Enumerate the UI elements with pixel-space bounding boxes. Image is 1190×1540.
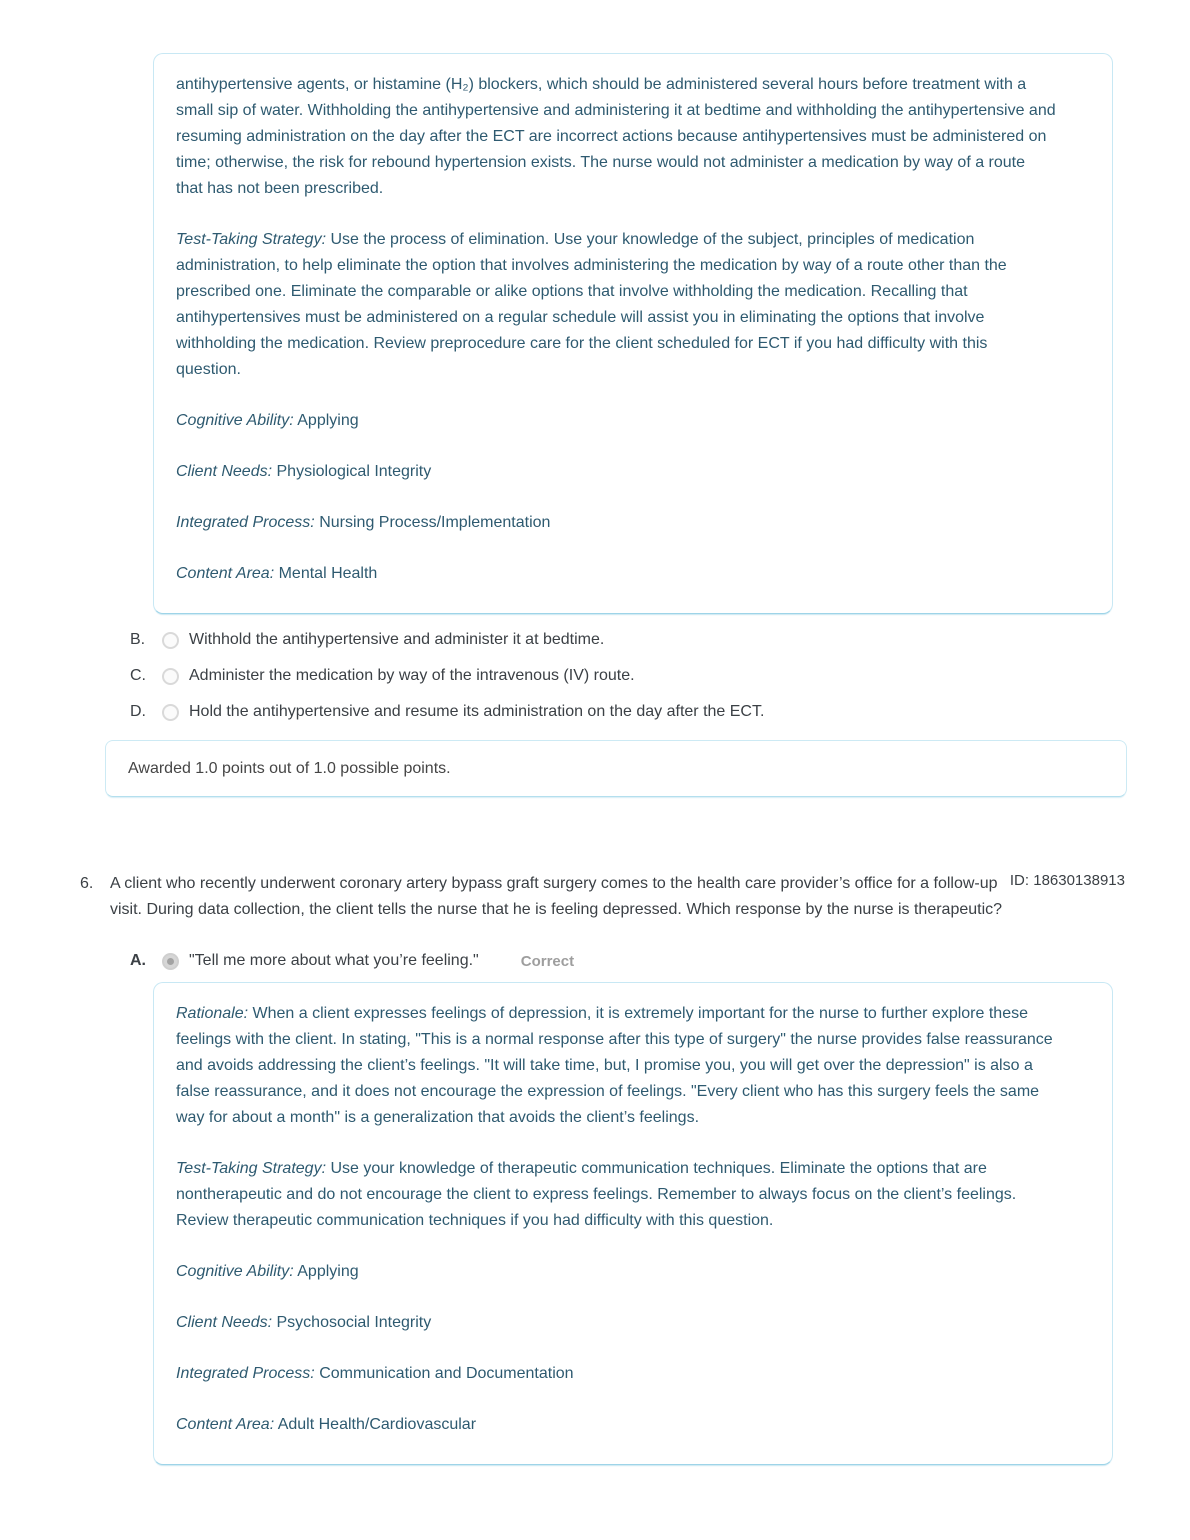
client-needs-line bbox=[176, 1310, 1056, 1336]
paragraph-text: When a client expresses feelings of depression, it is extremely important for the nurse to further explore these feelings with the client. In stating, "This is a normal response after this type of surgery" the nurse provides false reassurance and avoids addressing the client’s feelings. "It will take time, but, I promise you, you will get over the depression" is also a false reassurance, and it does not encourage the expression of feelings. "Every client who has this surgery feels the same way for about a month" is a generalization that avoids the client’s feelings. bbox=[176, 1005, 1053, 1126]
option-text: Withhold the antihypertensive and administer it at bedtime. bbox=[189, 631, 605, 648]
rationale-paragraph bbox=[176, 1001, 1056, 1131]
meta-value: Nursing Process/Implementation bbox=[319, 514, 551, 531]
rationale-box-question-6 bbox=[153, 982, 1113, 1465]
meta-label: Client Needs: bbox=[176, 1314, 273, 1331]
option-row-b bbox=[130, 628, 1190, 652]
meta-value: Applying bbox=[297, 412, 359, 429]
awarded-points-box bbox=[105, 740, 1127, 797]
radio-button-icon[interactable] bbox=[162, 668, 179, 685]
content-area-line bbox=[176, 561, 1056, 587]
meta-label: Cognitive Ability: bbox=[176, 412, 294, 429]
radio-button-icon[interactable] bbox=[162, 704, 179, 721]
cognitive-ability-line bbox=[176, 1259, 1056, 1285]
question-6-answer-area bbox=[0, 949, 1190, 1465]
top-spacer bbox=[0, 0, 1190, 53]
paragraph-label: Test-Taking Strategy: bbox=[176, 231, 327, 248]
correct-badge: Correct bbox=[520, 952, 575, 970]
paragraph-text: Use your knowledge of therapeutic communication techniques. Eliminate the options that are nontherapeutic and do not encourage the client to express feelings. Remember to always focus on the client’s feelings. Review therapeutic communication techniques if you had difficulty with this question. bbox=[176, 1160, 1017, 1229]
rationale-box-prev-question bbox=[153, 53, 1113, 614]
option-row-c bbox=[130, 664, 1190, 688]
awarded-points-text: Awarded 1.0 points out of 1.0 possible points. bbox=[128, 760, 451, 777]
question-id: ID: 18630138913 bbox=[1009, 872, 1125, 889]
option-letter: B. bbox=[130, 631, 146, 648]
test-taking-strategy-paragraph bbox=[176, 1156, 1056, 1234]
radio-button-icon[interactable] bbox=[162, 632, 179, 649]
client-needs-line bbox=[176, 459, 1056, 485]
meta-label: Integrated Process: bbox=[176, 1365, 315, 1382]
option-row-d bbox=[130, 700, 1190, 724]
option-text: Administer the medication by way of the intravenous (IV) route. bbox=[189, 667, 635, 684]
integrated-process-line bbox=[176, 1361, 1056, 1387]
paragraph-text: antihypertensive agents, or histamine (H₂) blockers, which should be administered several hours before treatment with a small sip of water. Withholding the antihypertensive and administering it at bedtime and withholding the antihypertensive and resuming administration on the day after the ECT are incorrect actions because antihypertensives must be administered on time; otherwise, the risk for rebound hypertension exists. The nurse would not administer a medication by way of a route that has not been prescribed. bbox=[176, 76, 1056, 197]
content-area-line bbox=[176, 1412, 1056, 1438]
question-number: 6. bbox=[80, 875, 94, 892]
paragraph-label: Test-Taking Strategy: bbox=[176, 1160, 327, 1177]
meta-label: Content Area: bbox=[176, 565, 275, 582]
meta-value: Mental Health bbox=[278, 565, 378, 582]
option-letter: C. bbox=[130, 667, 146, 684]
radio-button-icon[interactable] bbox=[162, 953, 179, 970]
option-row-a bbox=[130, 949, 1190, 973]
meta-value: Psychosocial Integrity bbox=[276, 1314, 432, 1331]
option-letter: D. bbox=[130, 703, 146, 720]
answer-options-list bbox=[130, 628, 1190, 724]
question-6 bbox=[80, 871, 1125, 923]
meta-label: Content Area: bbox=[176, 1416, 275, 1433]
integrated-process-line bbox=[176, 510, 1056, 536]
question-text: A client who recently underwent coronary artery bypass graft surgery comes to the health care provider’s office for a follow-up visit. During data collection, the client tells the nurse that he is feeling depressed. Which response by the nurse is therapeutic? bbox=[110, 875, 1003, 918]
meta-value: Adult Health/Cardiovascular bbox=[277, 1416, 477, 1433]
meta-label: Client Needs: bbox=[176, 463, 273, 480]
option-text: "Tell me more about what you’re feeling." bbox=[189, 952, 479, 969]
option-text: Hold the antihypertensive and resume its administration on the day after the ECT. bbox=[189, 703, 765, 720]
meta-value: Communication and Documentation bbox=[319, 1365, 574, 1382]
option-letter: A. bbox=[130, 952, 146, 969]
paragraph-text: Use the process of elimination. Use your knowledge of the subject, principles of medication administration, to help eliminate the option that involves administering the medication by way of a route other than the prescribed one. Eliminate the comparable or alike options that involve withholding the medication. Recalling that antihypertensives must be administered on a regular schedule will assist you in eliminating the options that involve withholding the medication. Review preprocedure care for the client scheduled for ECT if you had difficulty with this question. bbox=[176, 231, 1007, 378]
cognitive-ability-line bbox=[176, 408, 1056, 434]
meta-label: Cognitive Ability: bbox=[176, 1263, 294, 1280]
meta-value: Applying bbox=[297, 1263, 359, 1280]
meta-label: Integrated Process: bbox=[176, 514, 315, 531]
rationale-continued-paragraph bbox=[176, 72, 1056, 202]
paragraph-label: Rationale: bbox=[176, 1005, 249, 1022]
meta-value: Physiological Integrity bbox=[276, 463, 432, 480]
test-taking-strategy-paragraph bbox=[176, 227, 1056, 383]
